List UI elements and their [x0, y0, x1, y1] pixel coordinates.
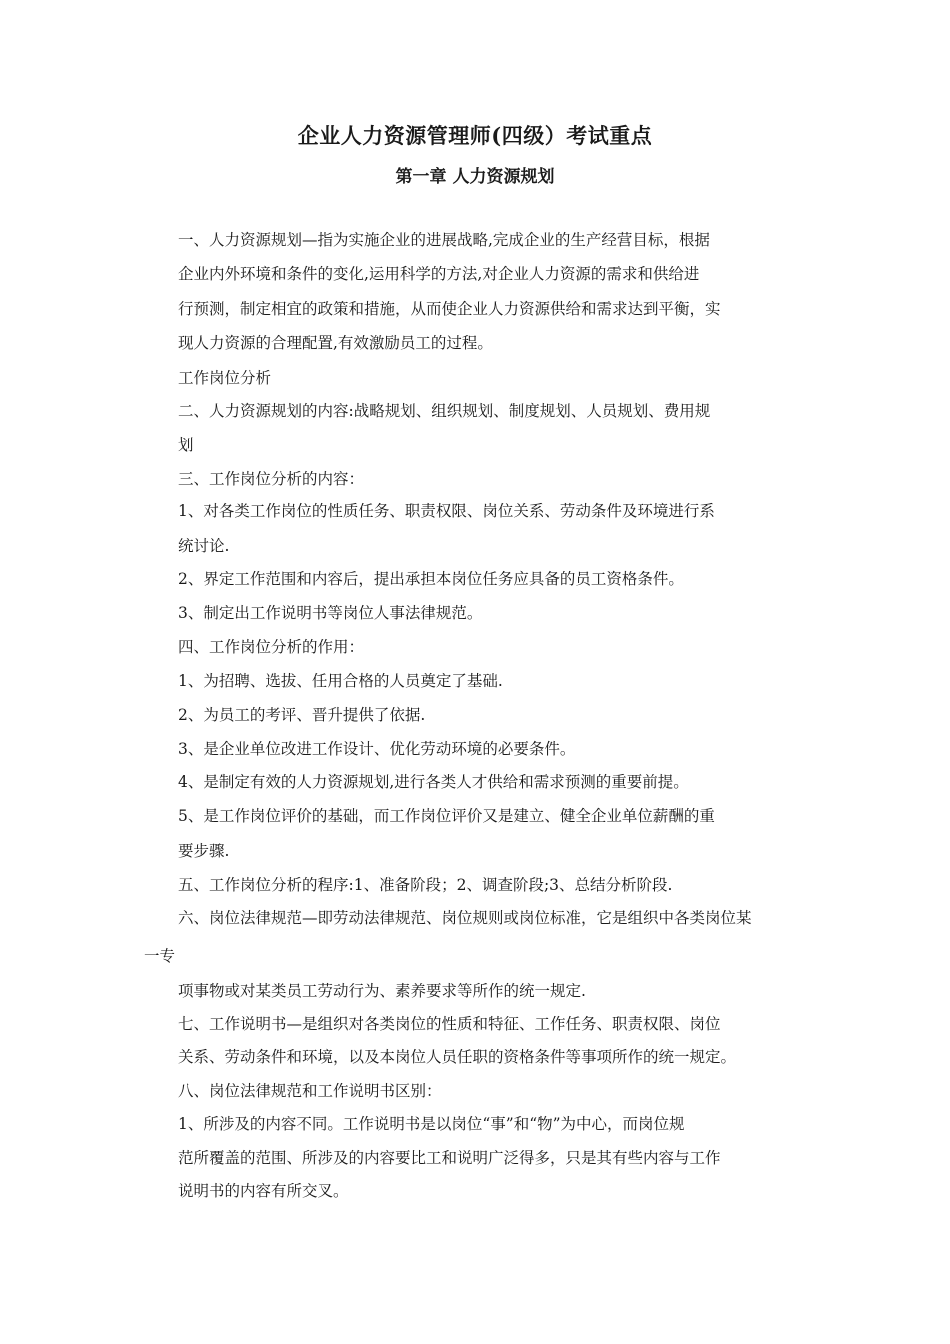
text-line: 项事物或对某类员工劳动行为、素养要求等所作的统一规定. [178, 982, 586, 1000]
text-line: 5、是工作岗位评价的基础，而工作岗位评价又是建立、健全企业单位薪酬的重 [178, 807, 715, 825]
text-line: 1、为招聘、选拔、任用合格的人员奠定了基础. [178, 672, 503, 690]
text-line: 2、界定工作范围和内容后，提出承担本岗位任务应具备的员工资格条件。 [178, 570, 684, 588]
text-line: 关系、劳动条件和环境，以及本岗位人员任职的资格条件等事项所作的统一规定。 [178, 1048, 737, 1066]
text-line: 企业内外环境和条件的变化,运用科学的方法,对企业人力资源的需求和供给进 [178, 265, 700, 283]
text-line: 二、人力资源规划的内容:战略规划、组织规划、制度规划、人员规划、费用规 [178, 402, 711, 420]
text-line: 1、对各类工作岗位的性质任务、职责权限、岗位关系、劳动条件及环境进行系 [178, 502, 715, 520]
text-line: 要步骤. [178, 842, 230, 860]
text-line: 三、工作岗位分析的内容： [178, 470, 365, 488]
text-line: 划 [178, 436, 194, 454]
text-line: 4、是制定有效的人力资源规划,进行各类人才供给和需求预测的重要前提。 [178, 773, 689, 791]
text-line: 说明书的内容有所交叉。 [178, 1182, 349, 1200]
text-line: 3、是企业单位改进工作设计、优化劳动环境的必要条件。 [178, 740, 576, 758]
text-line: 1、所涉及的内容不同。工作说明书是以岗位“事”和“物”为中心，而岗位规 [178, 1115, 685, 1133]
text-line: 2、为员工的考评、晋升提供了依据. [178, 706, 426, 724]
chapter-heading: 第一章 人力资源规划 [395, 167, 555, 187]
text-line: 3、制定出工作说明书等岗位人事法律规范。 [178, 604, 483, 622]
text-line: 五、工作岗位分析的程序:1、准备阶段；2、调查阶段;3、总结分析阶段. [178, 876, 673, 894]
text-line: 七、工作说明书—是组织对各类岗位的性质和特征、工作任务、职责权限、岗位 [178, 1015, 721, 1033]
text-line: 八、岗位法律规范和工作说明书区别： [178, 1082, 442, 1100]
text-line: 一、人力资源规划—指为实施企业的进展战略,完成企业的生产经营目标，根据 [178, 231, 710, 249]
text-line: 统讨论. [178, 537, 230, 555]
section-label: 工作岗位分析 [178, 369, 272, 387]
document-title: 企业人力资源管理师(四级）考试重点 [297, 123, 653, 148]
text-line: 一专 [144, 947, 176, 965]
text-line: 范所覆盖的范围、所涉及的内容要比工和说明广泛得多，只是其有些内容与工作 [178, 1149, 721, 1167]
text-line: 行预测，制定相宜的政策和措施，从而使企业人力资源供给和需求达到平衡，实 [178, 300, 721, 318]
text-line: 四、工作岗位分析的作用： [178, 638, 365, 656]
text-line: 现人力资源的合理配置,有效激励员工的过程。 [178, 334, 493, 352]
text-line: 六、岗位法律规范—即劳动法律规范、岗位规则或岗位标准，它是组织中各类岗位某 [178, 909, 752, 927]
